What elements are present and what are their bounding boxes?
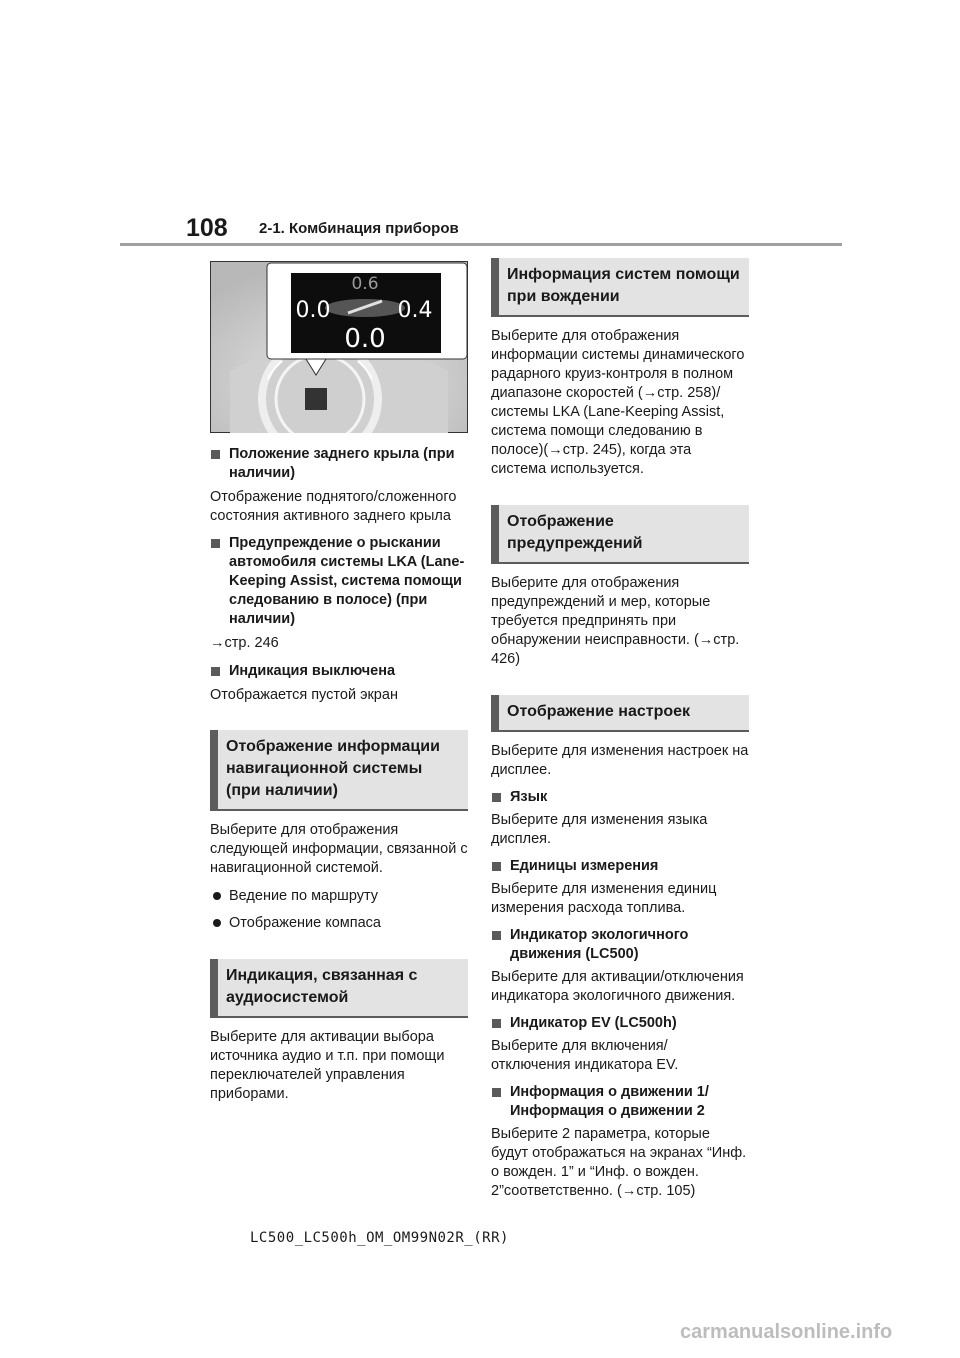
text-rear-wing: Отображение поднятого/сложенного состояния активного заднего крыла bbox=[210, 489, 457, 524]
heading-language: Язык bbox=[510, 788, 749, 807]
text-display-off: Отображается пустой экран bbox=[210, 687, 398, 703]
watermark: carmanualsonline.info bbox=[680, 1321, 893, 1343]
text-navigation-info: Выберите для отображения следующей информации, связанной с навигационной системой. bbox=[210, 822, 468, 876]
text-audio-display: Выберите для активации выбора источника аудио и т.п. при помощи переключателей управления приборами. bbox=[210, 1029, 445, 1102]
text-units: Выберите для изменения единиц измерения расхода топлива. bbox=[491, 881, 717, 916]
readout-bottom: 0.0 bbox=[344, 324, 386, 354]
text-driving-assist: Выберите для отображения информации системы динамического радарного круиз-контроля в полном диапазоне скоростей (→стр. 258)/ системы LKA (Lane-Keeping Assist, система помощи следованию в полосе)(→стр. 245), когда эта система используется. bbox=[491, 328, 745, 477]
bullet-route-guidance: Ведение по маршруту bbox=[229, 888, 379, 904]
header-rule bbox=[120, 243, 842, 246]
heading-lka-warning: Предупреждение о рыскании автомобиля системы LKA (Lane-Keeping Assist, система помощи следованию в полосе) (при наличии) bbox=[229, 534, 468, 629]
bullet-compass: Отображение компаса bbox=[229, 915, 381, 931]
heading-drive-info: Информация о движении 1/ Информация о движении 2 bbox=[510, 1083, 749, 1121]
text-language: Выберите для изменения языка дисплея. bbox=[491, 812, 708, 847]
right-column bbox=[491, 258, 749, 1201]
heading-units: Единицы измерения bbox=[510, 857, 749, 876]
left-column bbox=[210, 445, 468, 1104]
box-driving-assist: Информация систем помощи при вождении bbox=[491, 258, 749, 317]
heading-ev-indicator: Индикатор EV (LC500h) bbox=[510, 1014, 749, 1033]
heading-rear-wing: Положение заднего крыла (при наличии) bbox=[229, 445, 468, 483]
text-eco-indicator: Выберите для активации/отключения индикатора экологичного движения. bbox=[491, 969, 744, 1004]
text-settings: Выберите для изменения настроек на дисплее. bbox=[491, 743, 749, 778]
readout-right: 0.4 bbox=[397, 298, 433, 323]
readout-left: 0.0 bbox=[295, 298, 331, 323]
heading-display-off: Индикация выключена bbox=[229, 662, 468, 681]
readout-top: 0.6 bbox=[351, 274, 379, 294]
heading-eco-indicator: Индикатор экологичного движения (LC500) bbox=[510, 926, 749, 964]
box-audio-display: Индикация, связанная с аудиосистемой bbox=[210, 959, 468, 1018]
page-number: 108 bbox=[186, 214, 228, 242]
text-lka-ref: →стр. 246 bbox=[210, 635, 279, 651]
text-ev-indicator: Выберите для включения/ отключения индикатора EV. bbox=[491, 1038, 679, 1073]
instrument-illustration bbox=[210, 261, 468, 433]
text-drive-info: Выберите 2 параметра, которые будут отображаться на экранах “Инф. о вожден. 1” и “Инф. о вожден. 2”соответственно. (→стр. 105) bbox=[491, 1126, 747, 1199]
box-settings: Отображение настроек bbox=[491, 695, 749, 732]
text-warnings: Выберите для отображения предупреждений и мер, которые требуется предпринять при обнаружении неисправности. (→стр. 426) bbox=[491, 575, 740, 667]
box-warnings: Отображение предупреждений bbox=[491, 505, 749, 564]
section-title: 2-1. Комбинация приборов bbox=[259, 220, 459, 237]
box-navigation-info: Отображение информации навигационной системы (при наличии) bbox=[210, 730, 468, 811]
footer-code: LC500_LC500h_OM_OM99N02R_(RR) bbox=[250, 1230, 509, 1246]
